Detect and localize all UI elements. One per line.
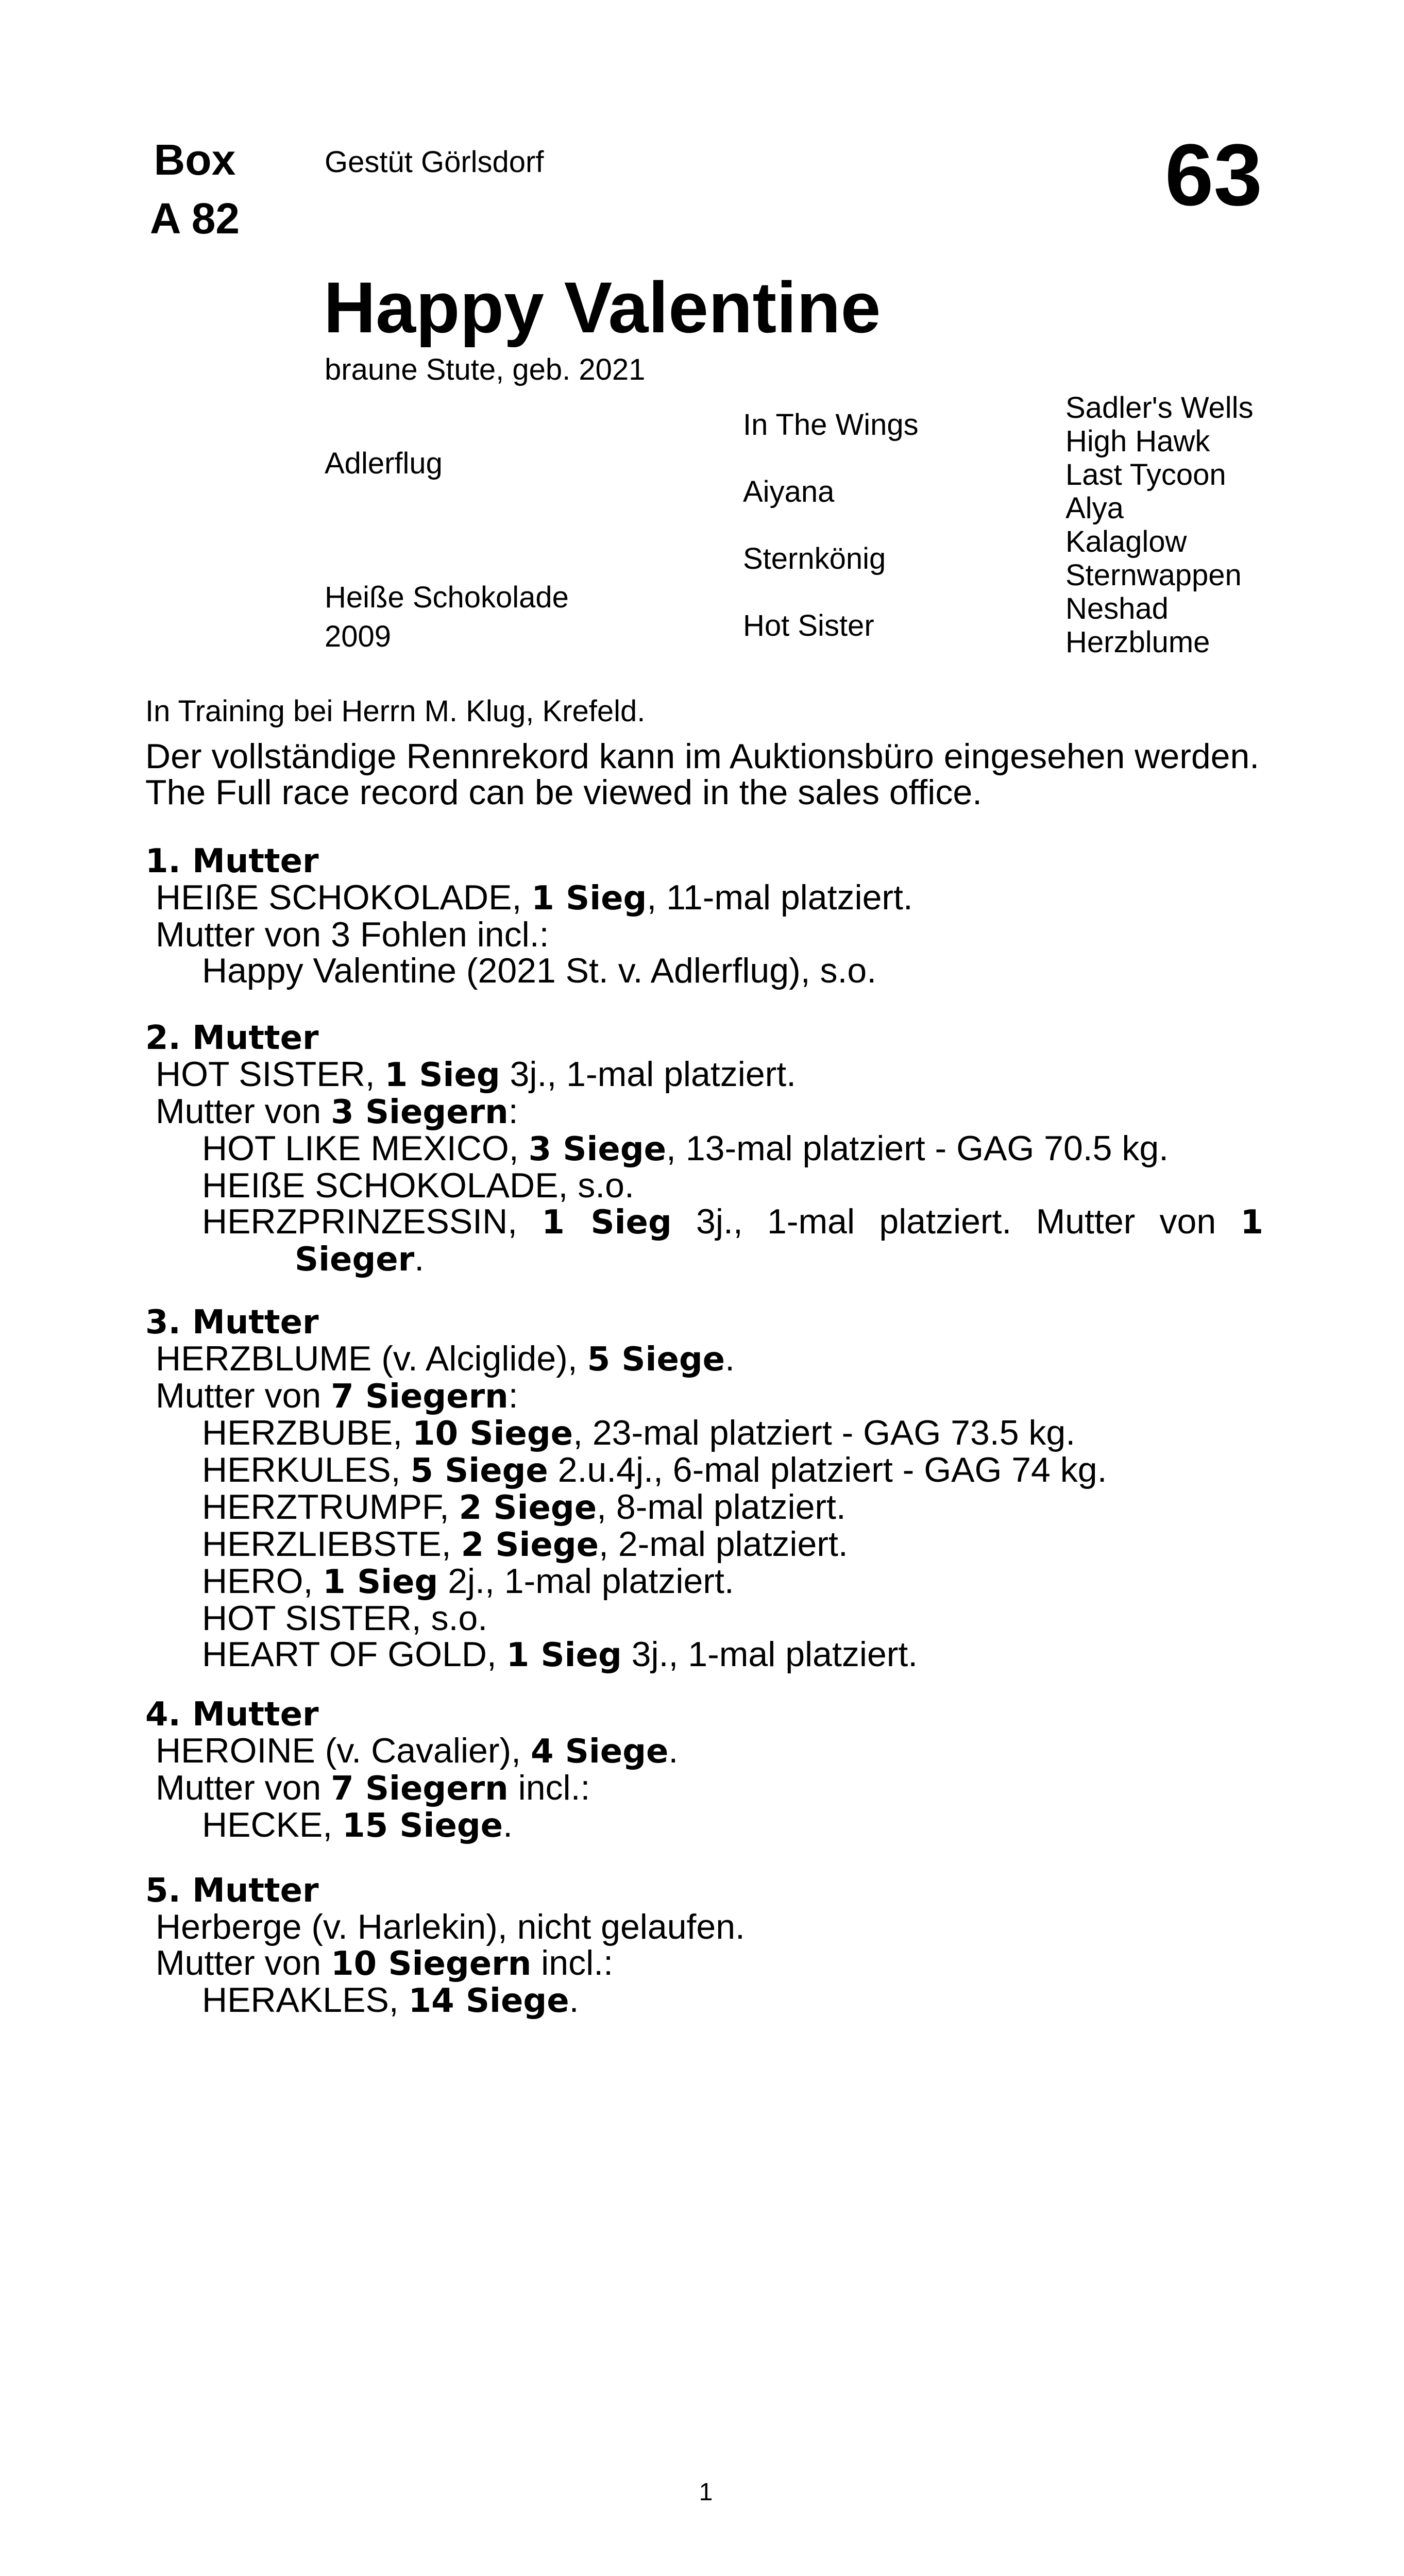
pedigree-great-grandparent: Kalaglow (1065, 525, 1187, 558)
offspring-entry-continued: Sieger. (295, 1239, 425, 1279)
offspring-entry: HOT SISTER, s.o. (202, 1599, 488, 1638)
section-heading: 1. Mutter (145, 842, 319, 880)
offspring-entry: HERZPRINZESSIN, 1 Sieg 3j., 1-mal platziert. Mutter von 1 (202, 1202, 1263, 1242)
offspring-entry: HERKULES, 5 Siege 2.u.4j., 6-mal platziert - GAG 74 kg. (202, 1450, 1107, 1490)
page-number: 1 (699, 2479, 713, 2506)
horse-name: Happy Valentine (324, 267, 881, 348)
offspring-entry: HECKE, 15 Siege. (202, 1805, 513, 1845)
training-note: In Training bei Herrn M. Klug, Krefeld. (145, 694, 646, 728)
offspring-entry: HERZTRUMPF, 2 Siege, 8-mal platziert. (202, 1487, 846, 1527)
dam-line: Herberge (v. Harlekin), nicht gelaufen. (156, 1907, 745, 1946)
record-notice-en: The Full race record can be viewed in the sales office. (145, 773, 983, 812)
pedigree-dam-year: 2009 (325, 620, 392, 653)
pedigree-great-grandparent: Last Tycoon (1065, 458, 1226, 492)
section-mutter-5 (145, 1873, 1263, 2019)
offspring-entry: HERZBUBE, 10 Siege, 23-mal platziert - GAG 73.5 kg. (202, 1413, 1076, 1453)
record-notice-de: Der vollständige Rennrekord kann im Auktionsbüro eingesehen werden. (145, 737, 1260, 776)
pedigree-great-grandparent: Sternwappen (1065, 558, 1242, 592)
offspring-entry: HOT LIKE MEXICO, 3 Siege, 13-mal platziert - GAG 70.5 kg. (202, 1129, 1169, 1168)
offspring-entry: HERO, 1 Sieg 2j., 1-mal platziert. (202, 1562, 734, 1601)
pedigree-grandparent: In The Wings (743, 408, 919, 442)
offspring-entry: HERZLIEBSTE, 2 Siege, 2-mal platziert. (202, 1524, 848, 1564)
offspring-entry: HEART OF GOLD, 1 Sieg 3j., 1-mal platziert. (202, 1635, 918, 1674)
pedigree-great-grandparent: Alya (1065, 492, 1124, 525)
section-heading: 5. Mutter (145, 1872, 319, 1910)
section-mutter-2 (145, 1020, 1263, 1278)
offspring-entry: HERAKLES, 14 Siege. (202, 1980, 579, 2020)
pedigree-grandparent: Hot Sister (743, 609, 874, 642)
pedigree-grandparent: Sternkönig (743, 542, 886, 575)
dam-line: HOT SISTER, 1 Sieg 3j., 1-mal platziert. (156, 1055, 797, 1094)
box-label: Box (154, 135, 236, 184)
pedigree-grandparent: Aiyana (743, 475, 835, 509)
horse-description: braune Stute, geb. 2021 (325, 353, 646, 386)
section-mutter-4 (145, 1697, 1263, 1844)
dam-line: HEIßE SCHOKOLADE, 1 Sieg, 11-mal platziert. (156, 878, 913, 918)
stud-name: Gestüt Görlsdorf (325, 145, 544, 179)
offspring-summary: Mutter von 3 Siegern: (156, 1092, 518, 1131)
pedigree-great-grandparent: Sadler's Wells (1065, 391, 1254, 425)
dam-line: HEROINE (v. Cavalier), 4 Siege. (156, 1731, 679, 1771)
offspring-summary: Mutter von 7 Siegern: (156, 1376, 518, 1416)
section-heading: 2. Mutter (145, 1019, 319, 1057)
offspring-summary: Mutter von 7 Siegern incl.: (156, 1768, 590, 1808)
pedigree-dam: Heiße Schokolade (325, 581, 569, 614)
lot-number: 63 (1164, 126, 1262, 224)
dam-line: HERZBLUME (v. Alciglide), 5 Siege. (156, 1339, 735, 1379)
box-number: A 82 (149, 194, 240, 243)
section-mutter-3 (145, 1304, 1263, 1673)
pedigree-sire: Adlerflug (325, 447, 443, 480)
offspring-entry: Happy Valentine (2021 St. v. Adlerflug), s.o. (202, 951, 877, 990)
offspring-summary: Mutter von 3 Fohlen incl.: (156, 915, 549, 954)
section-heading: 4. Mutter (145, 1696, 319, 1734)
section-heading: 3. Mutter (145, 1303, 319, 1342)
offspring-entry: HEIßE SCHOKOLADE, s.o. (202, 1166, 634, 1205)
pedigree-great-grandparent: Neshad (1065, 592, 1169, 625)
pedigree-great-grandparent: High Hawk (1065, 425, 1210, 458)
section-mutter-1 (145, 843, 1263, 989)
pedigree-great-grandparent: Herzblume (1065, 625, 1210, 659)
offspring-summary: Mutter von 10 Siegern incl.: (156, 1943, 613, 1983)
